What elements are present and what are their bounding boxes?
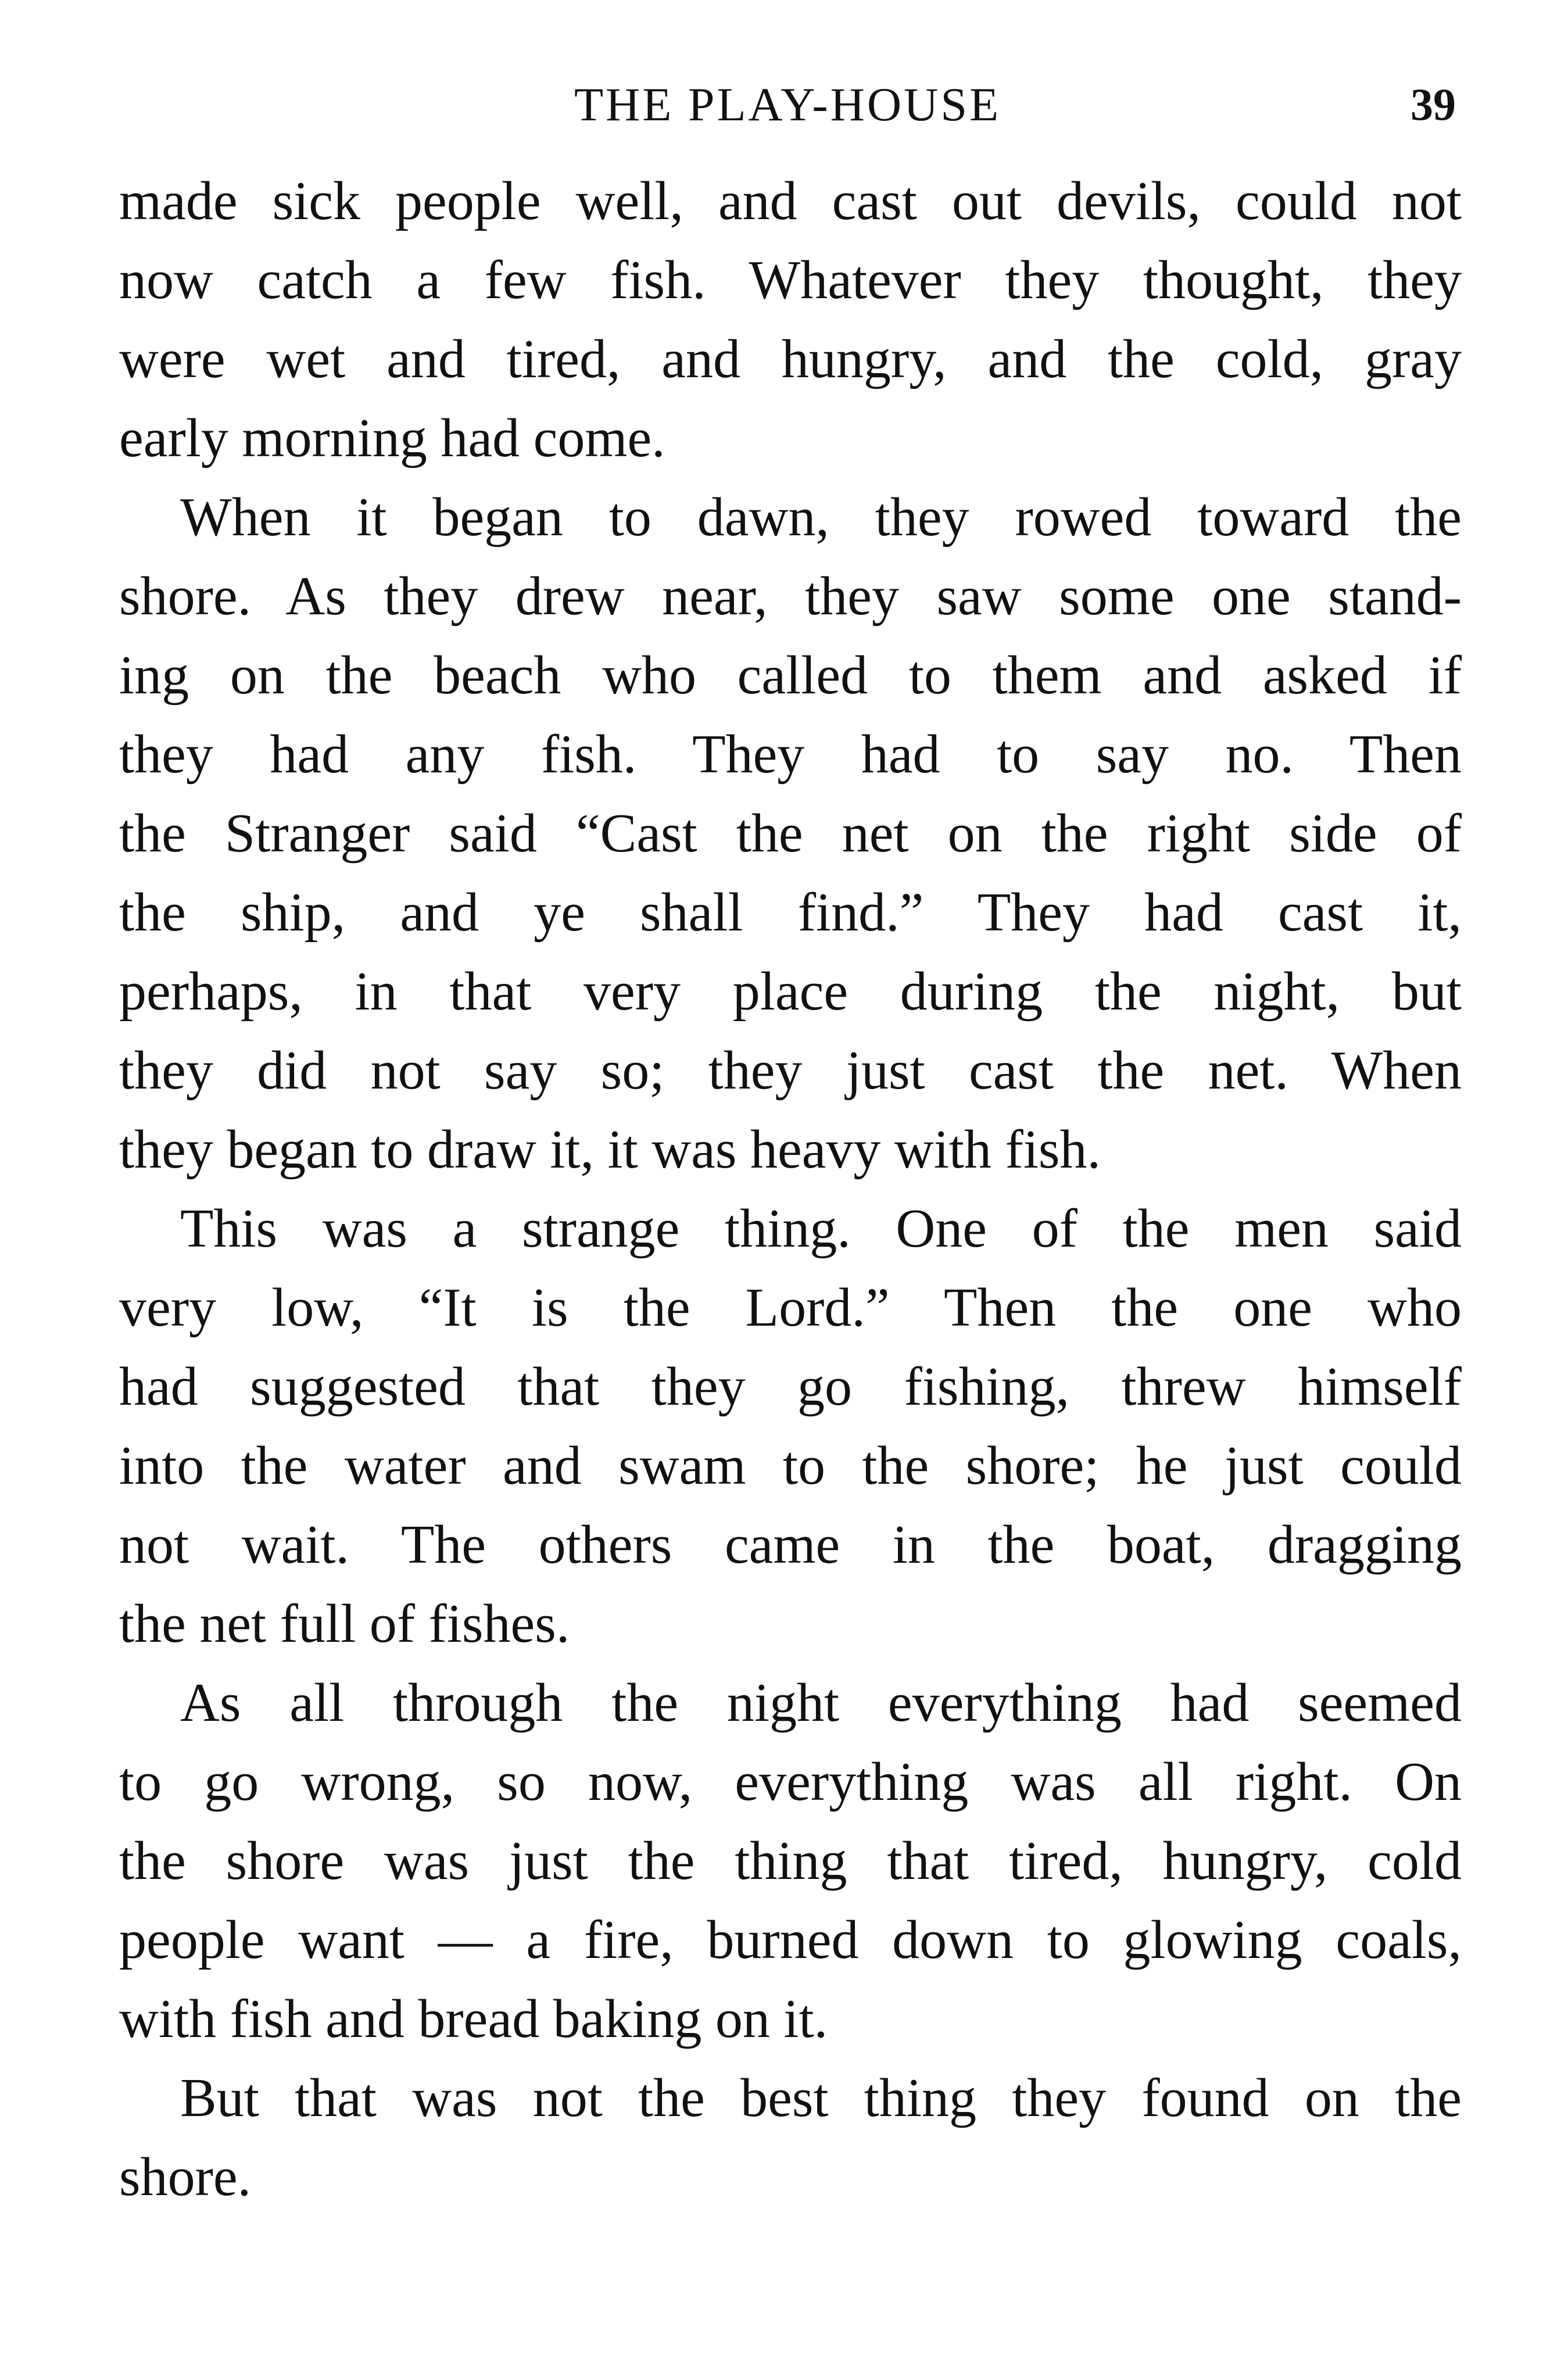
paragraph: [119, 2059, 1462, 2217]
page-number: 39: [1411, 79, 1456, 130]
text-line: now catch a few fish. Whatever they thought, they: [119, 250, 1462, 310]
text-line: When it began to dawn, they rowed toward the: [180, 487, 1462, 547]
text-line: had suggested that they go fishing, threw himself: [119, 1356, 1462, 1417]
text-line: perhaps, in that very place during the night, but: [119, 961, 1462, 1022]
text-line: with fish and bread baking on it.: [119, 1989, 828, 2049]
running-head: [119, 73, 1456, 137]
text-line: very low, “It is the Lord.” Then the one who: [119, 1277, 1462, 1338]
text-line: made sick people well, and cast out devils, could not: [119, 171, 1462, 231]
text-line: shore.: [119, 2147, 252, 2207]
body-text: [119, 162, 1462, 2217]
paragraph: [119, 478, 1462, 1189]
text-line: But that was not the best thing they found on the: [180, 2068, 1462, 2128]
text-line: not wait. The others came in the boat, dragging: [119, 1515, 1462, 1575]
text-line: were wet and tired, and hungry, and the cold, gray: [119, 329, 1462, 389]
text-line: into the water and swam to the shore; he just could: [119, 1435, 1462, 1496]
text-line: the net full of fishes.: [119, 1594, 570, 1654]
text-line: they began to draw it, it was heavy with fish.: [119, 1119, 1101, 1180]
text-line: the shore was just the thing that tired, hungry, cold: [119, 1831, 1462, 1891]
text-line: This was a strange thing. One of the men said: [180, 1198, 1462, 1259]
text-line: As all through the night everything had seemed: [180, 1673, 1462, 1733]
paragraph: [119, 162, 1462, 478]
text-line: they did not say so; they just cast the net. When: [119, 1040, 1462, 1101]
text-line: early morning had come.: [119, 408, 665, 468]
paragraph: [119, 1663, 1462, 2059]
text-line: to go wrong, so now, everything was all right. On: [119, 1752, 1462, 1812]
text-line: they had any fish. They had to say no. Then: [119, 724, 1462, 785]
text-line: ing on the beach who called to them and asked if: [119, 645, 1462, 706]
text-line: people want — a fire, burned down to glowing coals,: [119, 1910, 1462, 1970]
text-line: shore. As they drew near, they saw some one stand-: [119, 566, 1462, 627]
text-line: the Stranger said “Cast the net on the right side of: [119, 803, 1462, 864]
running-title: THE PLAY-HOUSE: [574, 78, 1001, 131]
paragraph: [119, 1189, 1462, 1663]
text-line: the ship, and ye shall find.” They had cast it,: [119, 882, 1462, 943]
